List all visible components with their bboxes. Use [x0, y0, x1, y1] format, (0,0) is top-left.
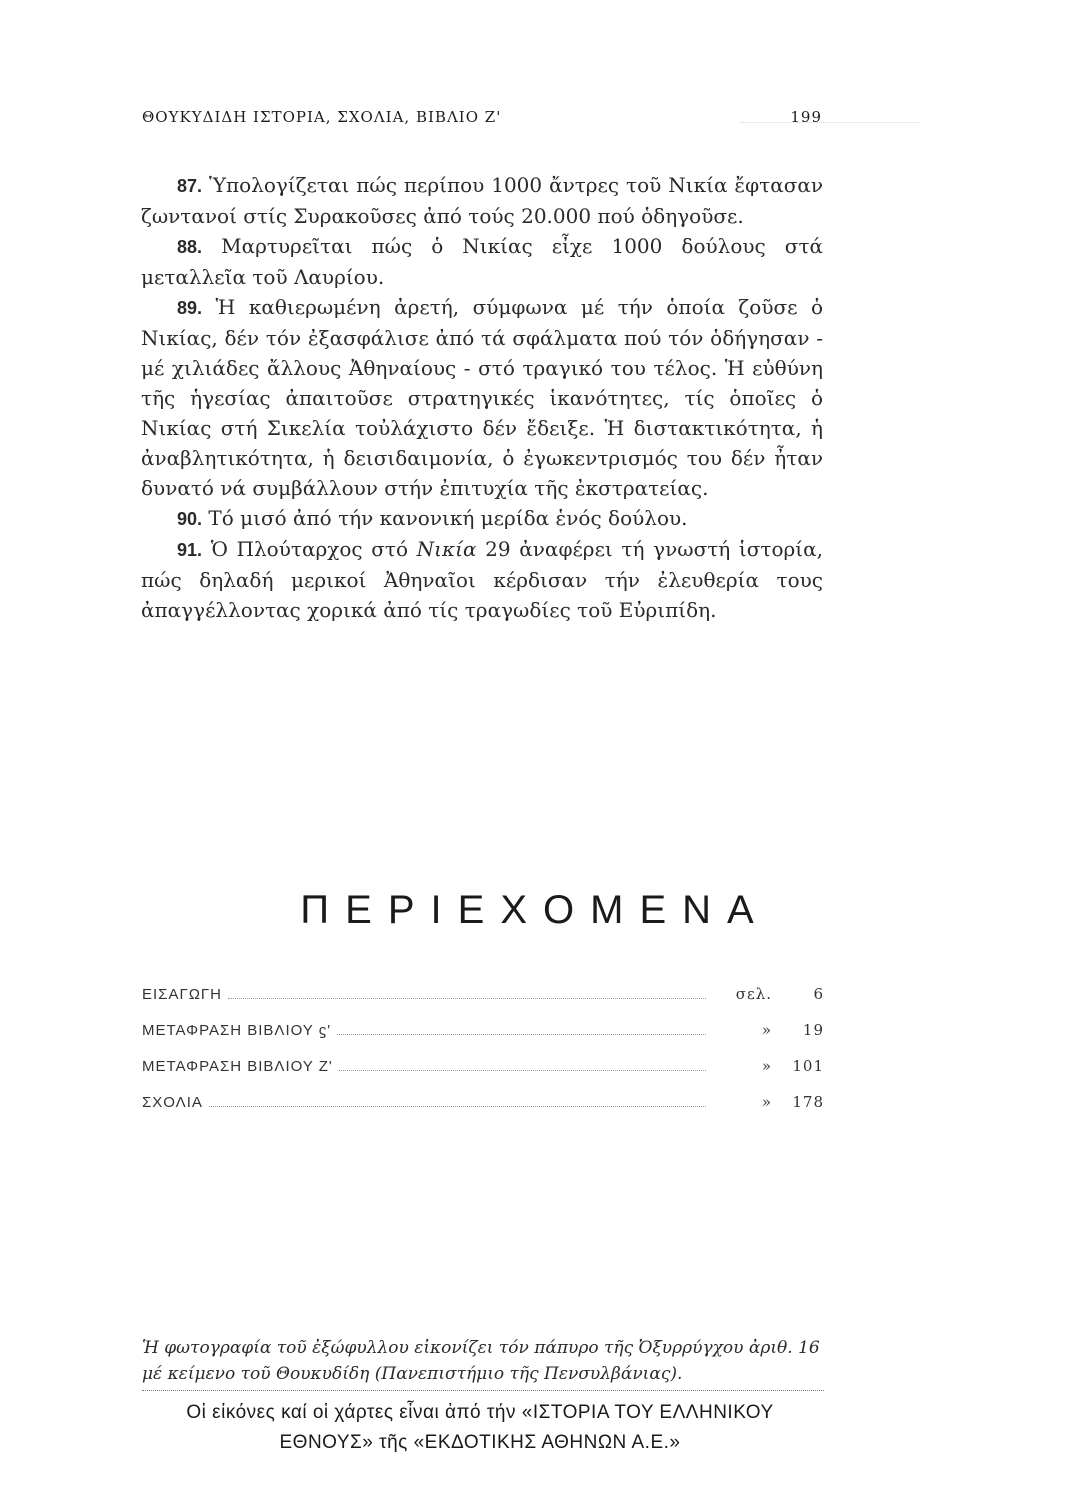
illustrations-credit-line-2: ΕΘΝΟΥΣ» τῆς «ΕΚΔΟΤΙΚΗΣ ΑΘΗΝΩΝ Α.Ε.» [279, 1432, 681, 1453]
note-88 [141, 231, 823, 292]
toc-entry-translation-book-7 [142, 1057, 824, 1093]
toc-label: ΜΕΤΑΦΡΑΣΗ ΒΙΒΛΙΟΥ Ζ' [142, 1058, 333, 1075]
footer-divider [142, 1390, 824, 1391]
toc-label: ΕΙΣΑΓΩΓΗ [142, 986, 223, 1003]
toc-ref: » [761, 1057, 772, 1075]
note-89 [141, 292, 823, 503]
note-text: Τό μισό ἀπό τήν κανονική μερίδα ἑνός δούλου. [208, 506, 688, 530]
note-text-italic: Νικία [416, 537, 477, 561]
toc-page: 101 [792, 1057, 824, 1075]
note-number: 91. [177, 540, 203, 560]
dot-leader [228, 997, 706, 999]
note-number: 87. [177, 176, 203, 196]
toc-page: 19 [802, 1021, 824, 1039]
note-text-after: 29 ἀναφέρει τή γνωστή ἱστορία, πώς δηλαδή μερικοί Ἀθηναῖοι κέρδισαν τήν ἐλευθερία τους ἀπαγγέλλοντας χορικά ἀπό τίς τραγωδίες τοῦ Εὐριπίδη. [141, 537, 823, 622]
toc-ref: » [761, 1021, 772, 1039]
note-number: 89. [177, 298, 203, 318]
toc-label: ΜΕΤΑΦΡΑΣΗ ΒΙΒΛΙΟΥ ϛ' [142, 1022, 332, 1039]
toc-entry-notes [142, 1093, 824, 1129]
cover-photo-credit: Ἡ φωτογραφία τοῦ ἐξώφυλλου εἰκονίζει τόν πάπυρο τῆς Ὀξυρρύγχου ἀριθ. 16 μέ κείμενο τοῦ Θουκυδίδη (Πανεπιστήμιο τῆς Πενσυλβάνιας). [142, 1338, 820, 1384]
note-text: Ὑπολογίζεται πώς περίπου 1000 ἄντρες τοῦ Νικία ἔφτασαν ζωντανοί στίς Συρακοῦσες ἀπό τούς 20.000 πού ὁδηγοῦσε. [141, 173, 824, 228]
toc-ref: » [761, 1093, 772, 1111]
page-number: 199 [790, 108, 822, 126]
running-head [142, 108, 822, 134]
dot-leader [339, 1069, 706, 1071]
running-title: ΘΟΥΚΥΔΙΔΗ ΙΣΤΟΡΙΑ, ΣΧΟΛΙΑ, ΒΙΒΛΙΟ Ζ' [142, 108, 502, 126]
note-90 [141, 503, 823, 534]
toc-ref: σελ. [735, 985, 772, 1003]
toc-page: 6 [813, 985, 824, 1003]
illustrations-credit-line-1: Οἱ εἰκόνες καί οἱ χάρτες εἶναι ἀπό τήν «ΙΣΤΟΡΙΑ ΤΟΥ ΕΛΛΗΝΙΚΟΥ [186, 1402, 774, 1423]
toc-entry-introduction [142, 985, 824, 1021]
note-text: Ἡ καθιερωμένη ἀρετή, σύμφωνα μέ τήν ὁποία ζοῦσε ὁ Νικίας, δέν τόν ἐξασφάλισε ἀπό τά σφάλματα πού τόν ὁδήγησαν - μέ χιλιάδες ἄλλους Ἀθηναίους - στό τραγικό του τέλος. Ἡ εὐθύνη τῆς ἡγεσίας ἀπαιτοῦσε στρατηγικές ἱκανότητες, τίς ὁποῖες ὁ Νικίας στή Σικελία τοὐλάχιστο δέν ἔδειξε. Ἡ διστακτικότητα, ἡ ἀναβλητικότητα, ἡ δεισιδαιμονία, ὁ ἐγωκεντρισμός του δέν ἦταν δυνατό νά συμβάλλουν στήν ἐπιτυχία τῆς ἐκστρατείας. [141, 295, 823, 500]
note-87 [141, 170, 823, 231]
toc-entry-translation-book-6 [142, 1021, 824, 1057]
toc-page: 178 [792, 1093, 824, 1111]
toc-label: ΣΧΟΛΙΑ [142, 1094, 203, 1111]
notes-section [141, 170, 823, 625]
dot-leader [337, 1033, 706, 1035]
note-91 [141, 534, 823, 625]
illustrations-credit [120, 1398, 840, 1458]
note-number: 90. [177, 509, 203, 529]
contents-heading: ΠΕΡΙΕΧΟΜΕΝΑ [300, 888, 770, 932]
note-text: Μαρτυρεῖται πώς ὁ Νικίας εἶχε 1000 δούλους στά μεταλλεῖα τοῦ Λαυρίου. [141, 234, 824, 289]
note-number: 88. [177, 237, 203, 257]
header-rule [740, 122, 920, 124]
table-of-contents [142, 985, 824, 1129]
note-text-before: Ὁ Πλούταρχος στό [210, 537, 417, 561]
dot-leader [209, 1105, 706, 1107]
